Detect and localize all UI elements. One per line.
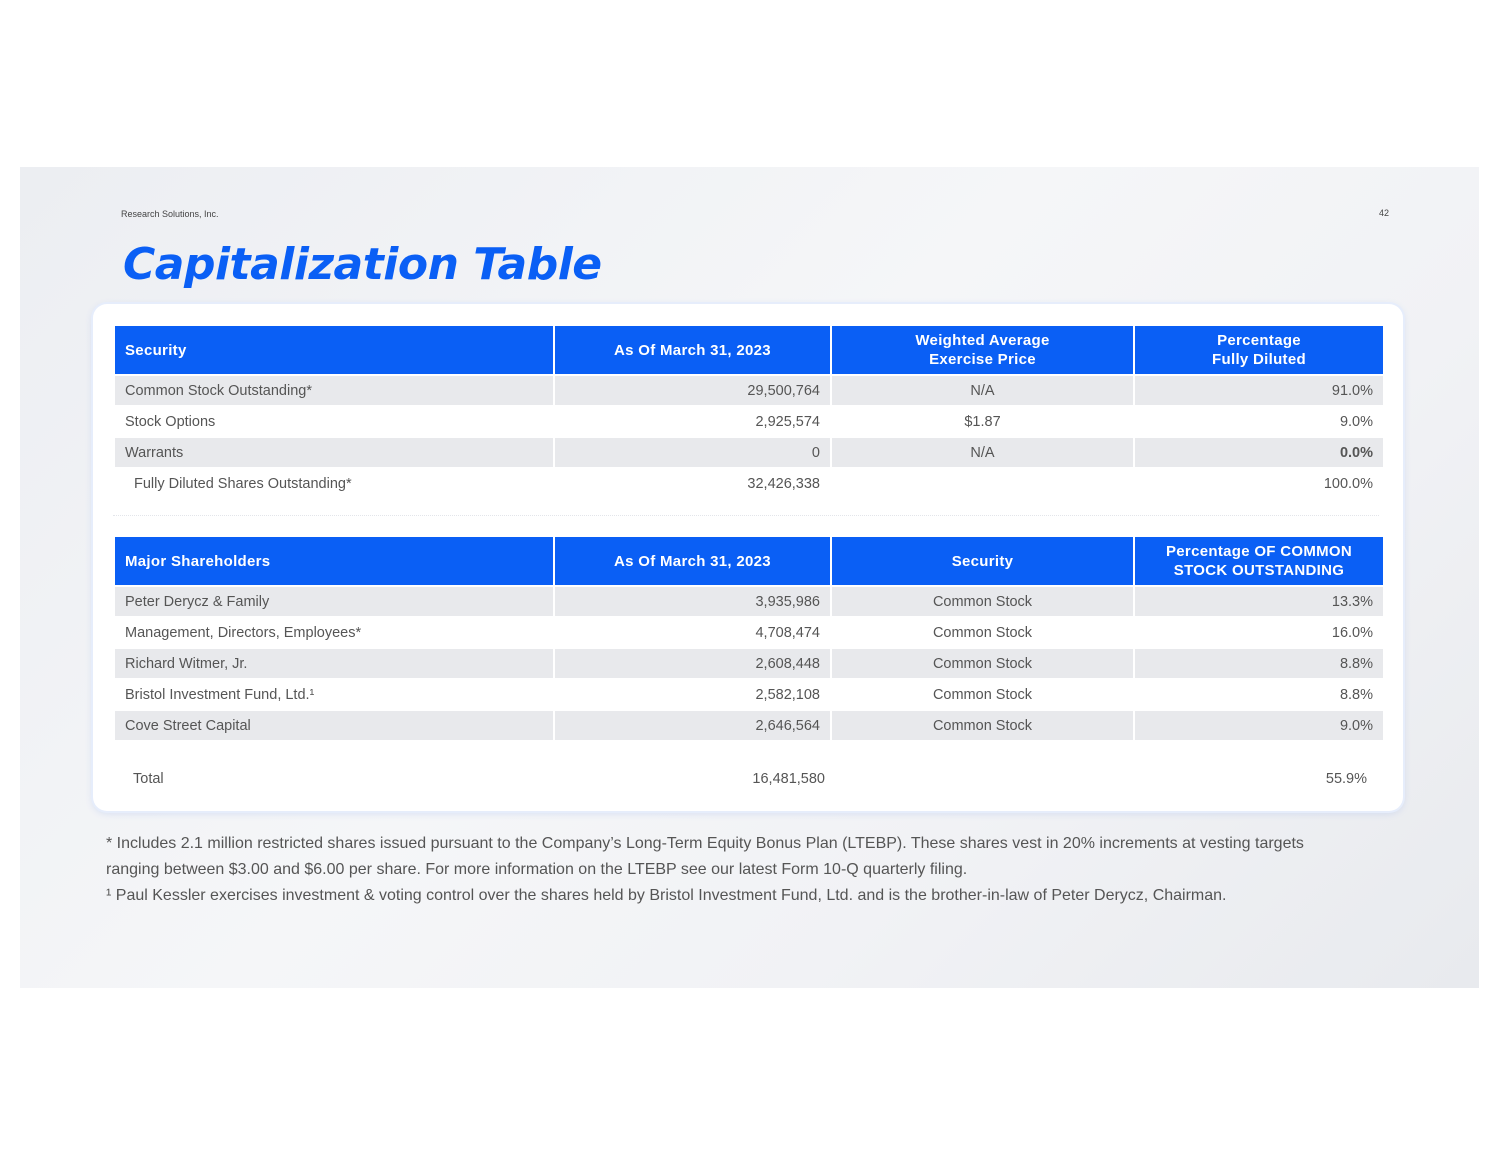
- cell-name: Richard Witmer, Jr.: [115, 649, 553, 678]
- table-row: [115, 711, 1383, 740]
- page-title: Capitalization Table: [123, 239, 602, 290]
- slide: [20, 167, 1479, 988]
- total-pct: 55.9%: [1325, 771, 1367, 787]
- cell-pct: 13.3%: [1135, 587, 1383, 616]
- security-table: [113, 324, 1385, 501]
- table-row-total: [115, 469, 1383, 499]
- cell-security: Stock Options: [125, 413, 216, 430]
- cell-name: Management, Directors, Employees*: [125, 624, 362, 641]
- table-row: [115, 649, 1383, 678]
- table-row: [115, 438, 1383, 467]
- cell-shares: 29,500,764: [555, 376, 830, 405]
- cell-security: Fully Diluted Shares Outstanding*: [134, 476, 352, 492]
- cell-pct: 9.0%: [1339, 413, 1373, 430]
- cell-pct: 91.0%: [1135, 376, 1383, 405]
- cell-pct: 16.0%: [1331, 624, 1373, 641]
- cell-pct: 8.8%: [1339, 686, 1373, 703]
- header-percentage-fully-diluted: Percentage Fully Diluted: [1135, 326, 1383, 374]
- cell-price: $1.87: [964, 413, 1001, 430]
- cell-pct: 0.0%: [1135, 438, 1383, 467]
- cell-shares: 2,582,108: [755, 686, 820, 703]
- table-header-row: [115, 326, 1383, 374]
- cell-shares: 4,708,474: [755, 624, 820, 641]
- total-shares: 16,481,580: [752, 771, 825, 787]
- cell-security: Common Stock: [932, 624, 1033, 641]
- header-as-of-date: As Of March 31, 2023: [555, 326, 830, 374]
- table-row: [115, 376, 1383, 405]
- cell-name: Cove Street Capital: [115, 711, 553, 740]
- shareholders-table: [113, 535, 1385, 742]
- header-weighted-average-price: Weighted Average Exercise Price: [832, 326, 1133, 374]
- header-major-shareholders: Major Shareholders: [115, 537, 553, 585]
- cell-price: N/A: [832, 376, 1133, 405]
- cell-pct: 8.8%: [1135, 649, 1383, 678]
- cell-security: Common Stock: [832, 711, 1133, 740]
- table-row: [115, 587, 1383, 616]
- cell-shares: 2,608,448: [555, 649, 830, 678]
- cell-pct: 100.0%: [1323, 476, 1373, 492]
- cell-name: Bristol Investment Fund, Ltd.¹: [125, 686, 315, 703]
- cell-price: [832, 469, 1133, 499]
- cell-pct: 9.0%: [1135, 711, 1383, 740]
- cell-security: Warrants: [115, 438, 553, 467]
- table-header-row: [115, 537, 1383, 585]
- header-security: Security: [115, 326, 553, 374]
- cell-price: N/A: [832, 438, 1133, 467]
- page-number: 42: [1378, 208, 1389, 218]
- footnote-line: * Includes 2.1 million restricted shares issued pursuant to the Company’s Long-Term Equity Bonus Plan (LTEBP). These shares vest in 20% increments at vesting targets: [106, 835, 1304, 852]
- cell-name: Peter Derycz & Family: [115, 587, 553, 616]
- table-card: [93, 304, 1403, 811]
- footnotes: [106, 831, 1406, 909]
- cell-security: Common Stock Outstanding*: [115, 376, 553, 405]
- cell-shares: 32,426,338: [747, 476, 820, 492]
- cell-shares: 2,925,574: [755, 413, 820, 430]
- cell-security: Common Stock: [832, 649, 1133, 678]
- footnote-line: ¹ Paul Kessler exercises investment & voting control over the shares held by Bristol Investment Fund, Ltd. and is the brother-in-law of Peter Derycz, Chairman.: [106, 887, 1227, 904]
- cell-shares: 3,935,986: [555, 587, 830, 616]
- header-as-of-date: As Of March 31, 2023: [555, 537, 830, 585]
- company-name: Research Solutions, Inc.: [121, 209, 219, 219]
- header-security: Security: [832, 537, 1133, 585]
- shareholders-total-row: [115, 765, 1377, 795]
- table-row: [115, 407, 1383, 436]
- total-label: Total: [133, 771, 164, 787]
- footnote-line: ranging between $3.00 and $6.00 per share. For more information on the LTEBP see our latest Form 10-Q quarterly filing.: [106, 861, 968, 878]
- divider: [113, 515, 1379, 516]
- table-row: [115, 680, 1383, 709]
- cell-security: Common Stock: [832, 587, 1133, 616]
- cell-shares: 0: [555, 438, 830, 467]
- cell-security: Common Stock: [932, 686, 1033, 703]
- header-percentage-common: Percentage OF COMMON STOCK OUTSTANDING: [1135, 537, 1383, 585]
- table-row: [115, 618, 1383, 647]
- cell-shares: 2,646,564: [555, 711, 830, 740]
